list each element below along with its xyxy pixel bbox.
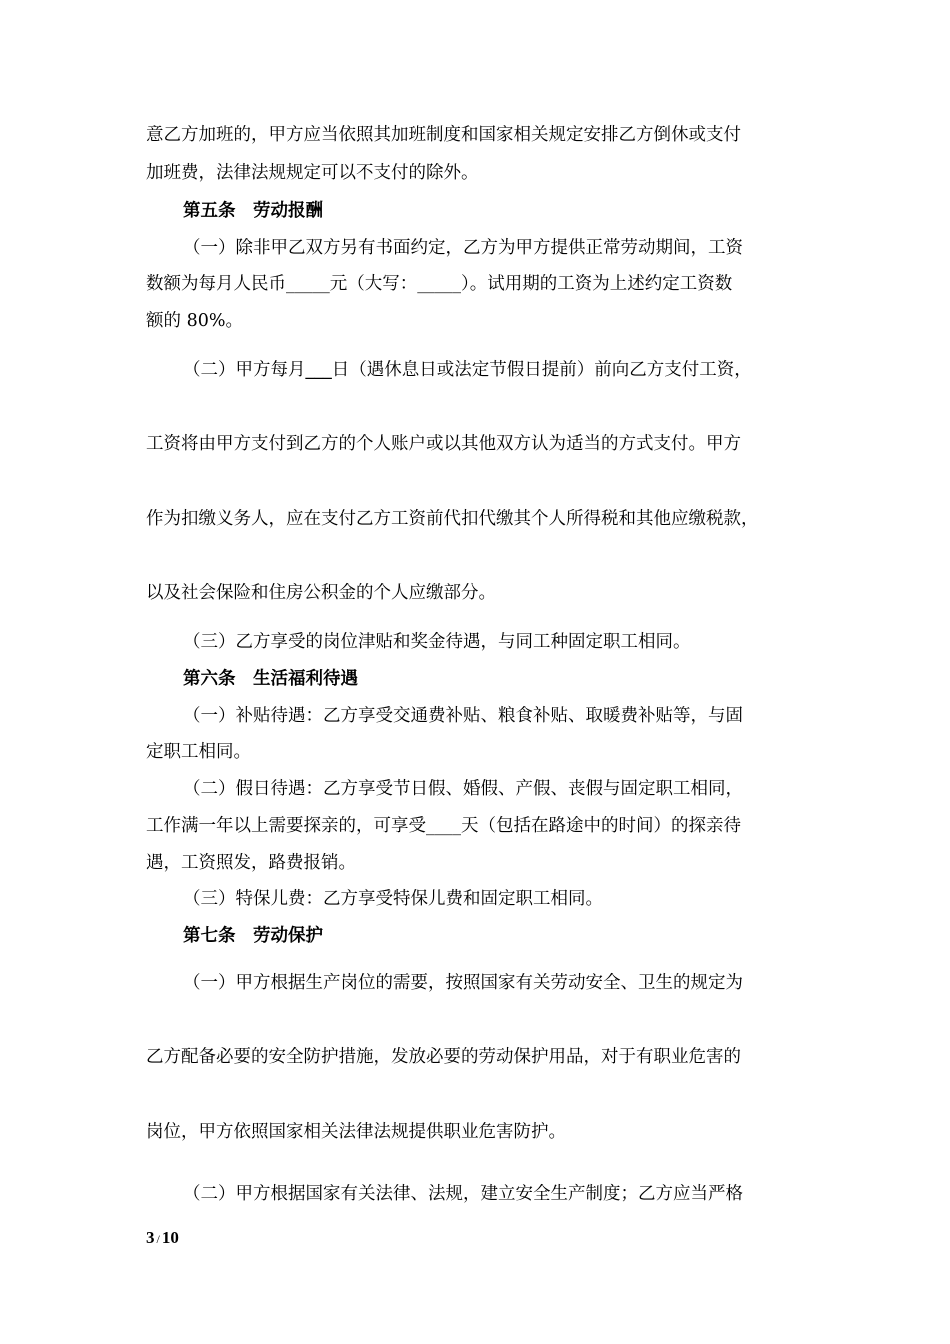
paragraph-line: 乙方配备必要的安全防护措施，发放必要的劳动保护用品，对于有职业危害的	[146, 1047, 741, 1067]
paragraph-line: 额的 80%。	[146, 311, 243, 331]
paragraph-line: （二）假日待遇：乙方享受节日假、婚假、产假、丧假与固定职工相同，	[183, 779, 743, 799]
paragraph-line: （三）特保儿费：乙方享受特保儿费和固定职工相同。	[183, 889, 603, 909]
paragraph-line: （一）甲方根据生产岗位的需要，按照国家有关劳动安全、卫生的规定为	[183, 973, 743, 993]
paragraph-line: （二）甲方根据国家有关法律、法规，建立安全生产制度；乙方应当严格	[183, 1184, 743, 1204]
paragraph-line: 以及社会保险和住房公积金的个人应缴部分。	[146, 583, 496, 603]
paragraph-line: 定职工相同。	[146, 742, 251, 762]
paragraph-line: （一）补贴待遇：乙方享受交通费补贴、粮食补贴、取暖费补贴等，与固	[183, 706, 743, 726]
paragraph-line: 岗位，甲方依照国家相关法律法规提供职业危害防护。	[146, 1122, 566, 1142]
total-pages: 10	[161, 1228, 179, 1247]
page-number	[146, 1228, 179, 1248]
paragraph-line: 加班费，法律法规规定可以不支付的除外。	[146, 163, 479, 183]
paragraph-line: （一）除非甲乙双方另有书面约定，乙方为甲方提供正常劳动期间，工资	[183, 238, 743, 258]
article-heading: 第七条 劳动保护	[183, 926, 323, 946]
paragraph-line: 遇，工资照发，路费报销。	[146, 853, 356, 873]
paragraph-line: 工资将由甲方支付到乙方的个人账户或以其他双方认为适当的方式支付。甲方	[146, 434, 741, 454]
paragraph-line: 意乙方加班的，甲方应当依照其加班制度和国家相关规定安排乙方倒休或支付	[146, 125, 741, 145]
paragraph-line: 数额为每月人民币_____元（大写：_____）。试用期的工资为上述约定工资数	[146, 274, 733, 294]
article-heading: 第六条 生活福利待遇	[183, 669, 358, 689]
article-heading: 第五条 劳动报酬	[183, 201, 323, 221]
paragraph-line: 作为扣缴义务人，应在支付乙方工资前代扣代缴其个人所得税和其他应缴税款，	[146, 509, 759, 529]
current-page: 3	[146, 1228, 155, 1247]
paragraph-line: （二）甲方每月___日（遇休息日或法定节假日提前）前向乙方支付工资，	[183, 360, 752, 380]
paragraph-line: 工作满一年以上需要探亲的，可享受____天（包括在路途中的时间）的探亲待	[146, 816, 741, 836]
page-separator: /	[156, 1232, 160, 1246]
paragraph-line: （三）乙方享受的岗位津贴和奖金待遇，与同工种固定职工相同。	[183, 632, 691, 652]
